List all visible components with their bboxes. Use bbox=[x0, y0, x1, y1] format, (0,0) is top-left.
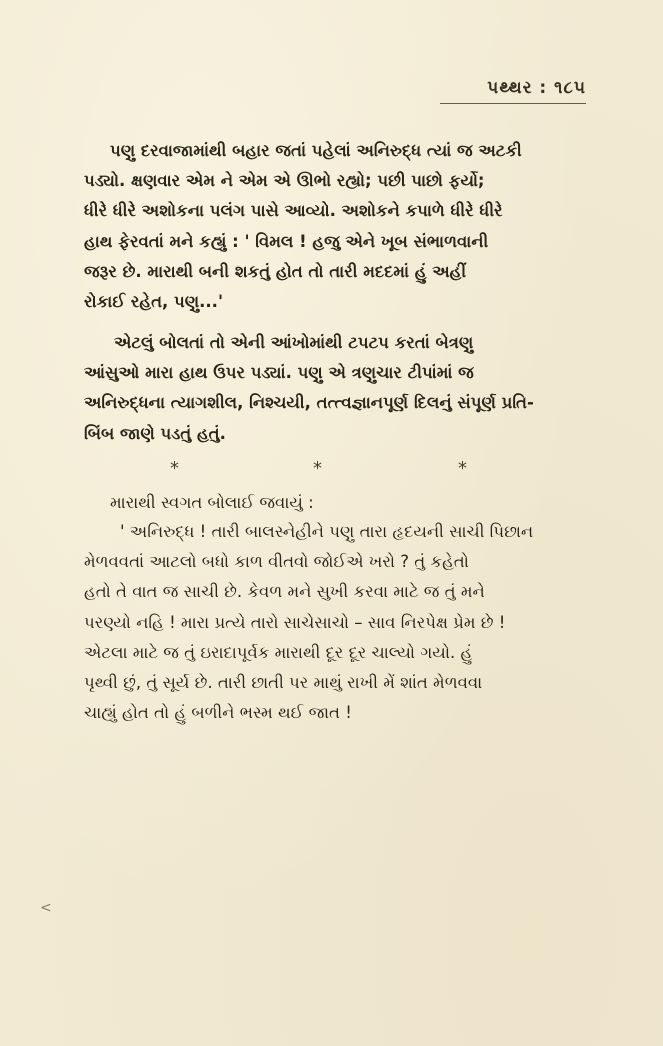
text-line: ' અનિરુદ્ધ ! તારી બાલસ્નેહીને પણુ તારા હૃદયની સાચી પિછાન bbox=[120, 522, 534, 541]
text-line: જરૂર છે. મારાથી બની શકતું હોત તો તારી મદદમાં હું અહીં bbox=[84, 261, 467, 281]
paragraph-1 bbox=[84, 136, 589, 317]
text-line: આંસુઓ મારા હાથ ઉપર પડ્યાં. પણુ એ ત્રણુચાર ટીપાંમાં જ bbox=[84, 363, 474, 383]
separator-star: * bbox=[313, 458, 322, 479]
paragraph-3 bbox=[84, 488, 589, 518]
text-line: ચાહ્યું હોત તો હું બળીને ભસ્મ થઈ જાત ! bbox=[84, 703, 352, 723]
separator-star: * bbox=[458, 458, 467, 479]
text-line: એટલું બોલતાં તો એની આંખોમાંથી ટપટપ કરતાં બેત્રણુ bbox=[114, 333, 474, 352]
text-line: મેળવવતાં આટલો બધો કાળ વીતવો જોઈએ ખરો ? તું કહેતો bbox=[84, 552, 469, 572]
text-line: એટલા માટે જ તું ઇરાદાપૂર્વક મારાથી દૂર દૂર ચાલ્યો ગયો. હું bbox=[84, 642, 473, 662]
header-underline bbox=[440, 103, 586, 104]
text-line: રોકાઈ રહેત, પણુ...' bbox=[84, 292, 223, 312]
margin-mark: < bbox=[40, 900, 52, 916]
text-line: અનિરુદ્ધના ત્યાગશીલ, નિશ્ચયી, તત્ત્વજ્ઞાનપૂર્ણ દિલનું સંપૂર્ણ પ્રતિ- bbox=[84, 393, 534, 413]
text-line: પૃથ્વી છું, તું સૂર્ય છે. તારી છાતી પર માથું રાખી મેં શાંત મેળવવા bbox=[84, 673, 483, 693]
running-head: પથ્થર : ૧૮૫ bbox=[487, 78, 586, 98]
text-line: બિંબ જાણે પડતું હતું. bbox=[84, 423, 226, 443]
paragraph-2 bbox=[84, 328, 589, 449]
text-line: ધીરે ધીરે અશોકના પલંગ પાસે આવ્યો. અશોકને કપાળે ધીરે ધીરે bbox=[84, 201, 503, 221]
text-line: મારાથી સ્વગત બોલાઈ જવાયું : bbox=[110, 493, 314, 512]
paragraph-4 bbox=[84, 517, 589, 728]
separator-star: * bbox=[170, 458, 179, 479]
text-line: હતો તે વાત જ સાચી છે. કેવળ મને સુખી કરવા માટે જ તું મને bbox=[84, 582, 485, 602]
text-line: હાથ ફેરવતાં મને કહ્યું : ' વિમલ ! હજુ એને ખૂબ સંભાળવાની bbox=[84, 231, 489, 251]
text-line: પડ્યો. ક્ષણવાર એમ ને એમ એ ઊભો રહ્યો; પછી પાછો ફર્યો; bbox=[84, 171, 485, 191]
section-separator bbox=[0, 458, 663, 478]
text-line: પણુ દરવાજામાંથી બહાર જતાં પહેલાં અનિરુદ્ધ ત્યાં જ અટકી bbox=[110, 141, 522, 160]
text-line: પરણ્યો નહિ ! મારા પ્રત્યે તારો સાચેસાચો – સાવ નિરપેક્ષ પ્રેમ છે ! bbox=[84, 612, 506, 632]
